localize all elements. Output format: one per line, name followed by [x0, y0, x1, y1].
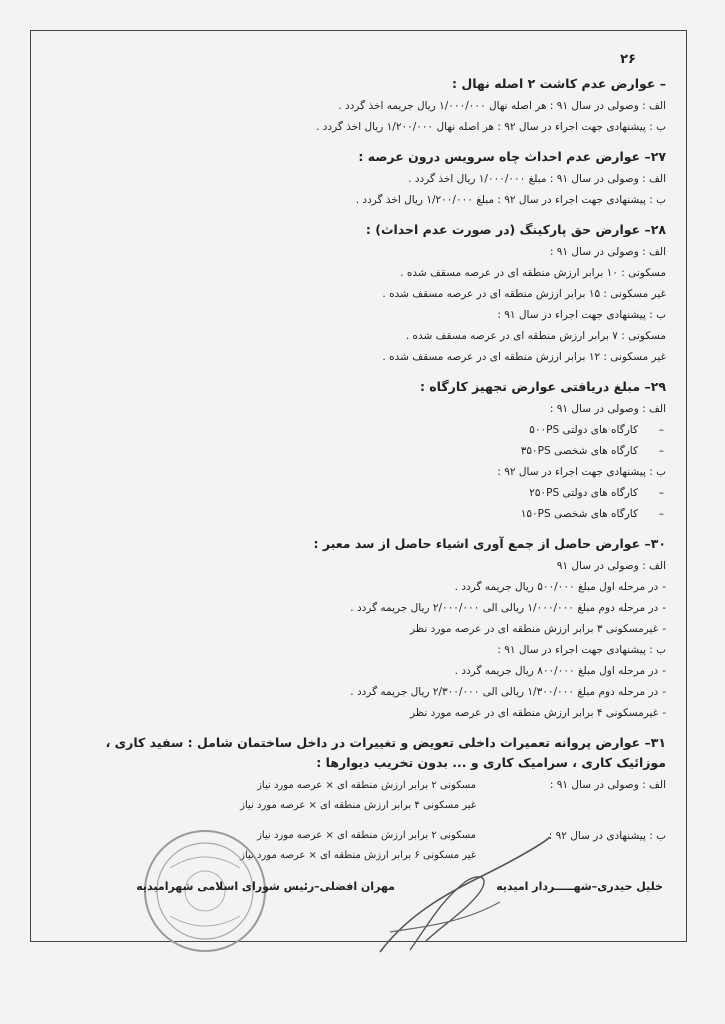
section-28-line: مسکونی : ۱۰ برابر ارزش منطقه ای در عرصه مسقف شده .	[400, 267, 666, 279]
section-29-bullet	[56, 420, 666, 441]
section-31-label-a: الف : وصولی در سال ۹۱ :	[549, 779, 666, 791]
signature-image	[370, 832, 560, 962]
signature-mayor: خلیل حیدری–شهـــــردار امیدیه	[496, 880, 663, 893]
section-28-line: الف : وصولی در سال ۹۱ :	[549, 246, 666, 258]
section-30-line: - در مرحله اول مبلغ ۵۰۰/۰۰۰ ریال جریمه گردد .	[56, 577, 666, 598]
section-30-line: - غیرمسکونی ۴ برابر ارزش منطقه ای در عرصه مورد نظر	[56, 703, 666, 724]
section-29	[56, 377, 666, 525]
section-26-title: – عوارض عدم کاشت ۲ اصله نهال :	[452, 76, 666, 91]
section-26-line-b: ب : پیشنهادی جهت اجراء در سال ۹۲ : هر اصله نهال ۱/۲۰۰/۰۰۰ ریال اخذ گردد .	[316, 121, 666, 133]
section-29-title: ۲۹– مبلغ دریافتی عوارض تجهیز کارگاه :	[419, 379, 666, 394]
section-30-line: - در مرحله دوم مبلغ ۱/۳۰۰/۰۰۰ ریالی الی ۲/۳۰۰/۰۰۰ ریال جریمه گردد .	[56, 682, 666, 703]
bullet-text: کارگاه های دولتی ۲۵۰PS	[529, 487, 638, 499]
section-28-line: غیر مسکونی : ۱۲ برابر ارزش منطقه ای در عرصه مسقف شده .	[382, 351, 666, 363]
page-number: ۲۶	[620, 52, 636, 67]
signature-council-head: مهران افضلی–رئیس شورای اسلامی شهرامیدیه	[136, 880, 395, 893]
section-30-line: ب : پیشنهادی جهت اجراء در سال ۹۱ :	[497, 644, 666, 656]
section-30-line: - در مرحله دوم مبلغ ۱/۰۰۰/۰۰۰ ریالی الی ۲/۰۰۰/۰۰۰ ریال جریمه گردد .	[56, 598, 666, 619]
section-29-bullet	[56, 504, 666, 525]
section-31-label-b: ب : پیشنهادی در سال ۹۲ :	[548, 830, 666, 842]
document-body	[56, 74, 666, 894]
section-28-title: ۲۸– عوارض حق پارکینگ (در صورت عدم احداث) :	[365, 222, 666, 237]
section-28-line: ب : پیشنهادی جهت اجراء در سال ۹۱ :	[497, 309, 666, 321]
dash-marker: –	[658, 445, 664, 457]
dash-marker: –	[658, 508, 664, 520]
section-27	[56, 147, 666, 211]
section-29-line: الف : وصولی در سال ۹۱ :	[549, 403, 666, 415]
section-28	[56, 220, 666, 368]
section-30-line: الف : وصولی در سال ۹۱	[556, 560, 666, 572]
section-26-line-a: الف : وصولی در سال ۹۱ : هر اصله نهال ۱/۰۰۰/۰۰۰ ریال جریمه اخذ گردد .	[338, 100, 666, 112]
section-31-line: غیر مسکونی ۶ برابر ارزش منطقه ای × عرصه مورد نیاز	[240, 850, 476, 861]
section-30-line: - در مرحله اول مبلغ ۸۰۰/۰۰۰ ریال جریمه گردد .	[56, 661, 666, 682]
section-27-line-a: الف : وصولی در سال ۹۱ : مبلغ ۱/۰۰۰/۰۰۰ ریال اخذ گردد .	[408, 173, 666, 185]
dash-marker: –	[658, 487, 664, 499]
section-30-line: - غیرمسکونی ۳ برابر ارزش منطقه ای در عرصه مورد نظر	[56, 619, 666, 640]
section-29-line: ب : پیشنهادی جهت اجراء در سال ۹۲ :	[497, 466, 666, 478]
section-29-bullet	[56, 483, 666, 504]
bullet-text: کارگاه های شخصی ۱۵۰PS	[520, 508, 638, 520]
bullet-text: کارگاه های دولتی ۵۰۰PS	[529, 424, 638, 436]
section-27-title: ۲۷– عوارض عدم احداث چاه سرویس درون عرصه :	[358, 149, 666, 164]
section-30-title: ۳۰– عوارض حاصل از جمع آوری اشیاء حاصل از سد معبر :	[313, 536, 666, 551]
bullet-text: کارگاه های شخصی ۳۵۰PS	[520, 445, 638, 457]
dash-marker: –	[658, 424, 664, 436]
section-29-bullet	[56, 441, 666, 462]
section-31-line: مسکونی ۲ برابر ارزش منطقه ای × عرصه مورد نیاز	[257, 830, 476, 841]
section-26	[56, 74, 666, 138]
section-30	[56, 534, 666, 724]
section-28-line: غیر مسکونی : ۱۵ برابر ارزش منطقه ای در عرصه مسقف شده .	[382, 288, 666, 300]
section-27-line-b: ب : پیشنهادی جهت اجراء در سال ۹۲ : مبلغ ۱/۲۰۰/۰۰۰ ریال اخذ گردد .	[355, 194, 666, 206]
section-28-line: مسکونی : ۷ برابر ارزش منطقه ای در عرصه مسقف شده .	[405, 330, 666, 342]
section-31-line: مسکونی ۲ برابر ارزش منطقه ای × عرصه مورد نیاز	[257, 780, 476, 791]
section-31-title: ۳۱– عوارض پروانه تعمیرات داخلی تعویض و تغییرات در داخل ساختمان شامل : سفید کاری ، موزائیک کاری ، سرامیک کاری و ... بدون تخریب دیوارها :	[105, 735, 666, 770]
section-31-line: غیر مسکونی ۴ برابر ارزش منطقه ای × عرصه مورد نیاز	[240, 800, 476, 811]
